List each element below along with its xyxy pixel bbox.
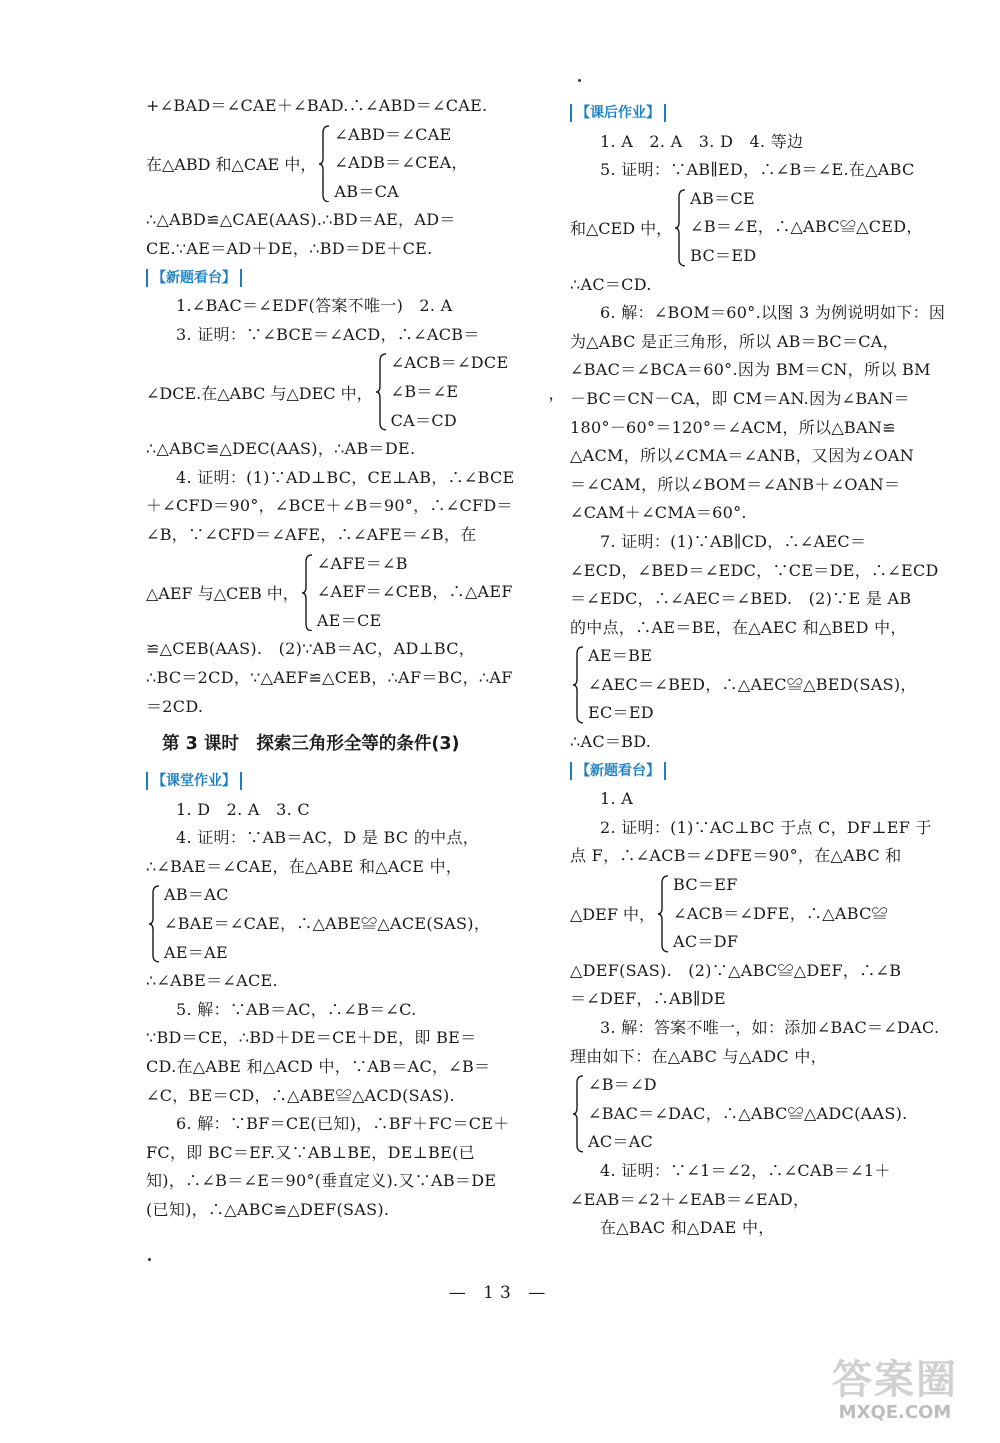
text-line: 1. A 2. A 3. D 4. 等边	[600, 131, 804, 151]
equation-system	[146, 349, 565, 435]
system-row: AE＝AE	[164, 942, 228, 962]
system-row: BC＝ED	[690, 245, 757, 265]
text-line: ∠CAM＋∠CMA＝60°.	[570, 503, 747, 523]
section-tag: 【课后作业】	[570, 104, 666, 122]
equation-system	[570, 871, 954, 957]
text-line: 点 F，∴∠ACB＝∠DFE＝90°，在△ABC 和	[570, 846, 902, 866]
text-line: 3. 证明：∵∠BCE＝∠ACD，∴∠ACB＝	[176, 324, 480, 344]
system-row: ∠B＝∠D	[588, 1075, 657, 1095]
text-line: ∠B，∵∠CFD＝∠AFE，∴∠AFE＝∠B，在	[146, 524, 477, 544]
system-row: AC＝DF	[673, 932, 739, 952]
text-line: 1.∠BAC＝∠EDF(答案不唯一) 2. A	[176, 296, 453, 316]
system-row: AE＝BE	[588, 646, 653, 666]
equation-system	[570, 642, 954, 728]
text-line: 180°－60°＝120°＝∠ACM，所以△BAN≌	[570, 417, 896, 437]
text-line: ∴AC＝BD.	[570, 732, 652, 752]
text-line: FC，即 BC＝EF.又∵AB⊥BE，DE⊥BE(已	[146, 1142, 475, 1162]
system-row: AB＝CA	[334, 181, 400, 201]
system-row: AC＝AC	[588, 1132, 654, 1152]
text-line: ∠C，BE＝CD，∴△ABE≌△ACD(SAS).	[146, 1085, 455, 1105]
system-row: ∠AEF＝∠CEB，∴△AEF	[316, 582, 513, 602]
text-line: (已知)，∴△ABC≌△DEF(SAS).	[146, 1200, 390, 1220]
text-line: 5. 证明：∵AB∥ED，∴∠B＝∠E.在△ABC	[600, 160, 915, 180]
system-lead: ∠DCE.在△ABC 与△DEC 中，	[146, 383, 373, 403]
text-line: ∴AC＝CD.	[570, 274, 652, 294]
text-line: 4. 证明：∵∠1＝∠2，∴∠CAB＝∠1＋	[600, 1161, 891, 1180]
text-line: －BC＝CN－CA，即 CM＝AN.因为∠BAN＝	[570, 388, 910, 408]
text-line: 4. 证明：(1)∵AD⊥BC，CE⊥AB，∴∠BCE	[176, 467, 515, 487]
right-column	[570, 99, 954, 1243]
left-brace-icon	[657, 875, 669, 953]
system-lead: 在△ABD 和△CAE 中，	[146, 154, 317, 174]
text-line: ∠EAB＝∠2＋∠EAB＝∠EAD，	[570, 1189, 810, 1209]
text-line: ＝2CD.	[146, 696, 204, 716]
text-line: ≌△CEB(AAS). (2)∵AB＝AC，AD⊥BC，	[146, 639, 476, 659]
text-line: 4. 证明：∵AB＝AC，D 是 BC 的中点，	[176, 828, 480, 848]
text-line: ＋∠CFD＝90°，∠BCE＋∠B＝90°，∴∠CFD＝	[146, 496, 513, 516]
text-line: 3. 解：答案不唯一，如：添加∠BAC＝∠DAC.	[600, 1018, 940, 1038]
system-row: ∠B＝∠E，∴△ABC≌△CED，	[690, 217, 923, 237]
system-row: AE＝CE	[316, 610, 382, 630]
system-lead: 和△CED 中，	[570, 219, 673, 239]
system-row: ∠ACB＝∠DCE	[390, 353, 509, 373]
text-line: ＝∠EDC，∴∠AEC＝∠BED. (2)∵E 是 AB	[570, 589, 912, 609]
system-row: ∠AFE＝∠B	[316, 553, 408, 573]
system-tail: ，	[548, 383, 565, 403]
page-number: — 13 —	[448, 1283, 552, 1303]
left-brace-icon	[301, 554, 313, 632]
text-line: 的中点，∴AE＝BE，在△AEC 和△BED 中，	[570, 617, 907, 637]
system-row: ∠ABD＝∠CAE	[334, 124, 452, 144]
text-line: 为△ABC 是正三角形，所以 AB＝BC＝CA，	[570, 331, 899, 351]
text-line: ＝∠DEF，∴AB∥DE	[570, 989, 726, 1009]
left-brace-icon	[375, 353, 387, 431]
equation-system	[570, 1071, 954, 1157]
text-line: 知)，∴∠B＝∠E＝90°(垂直定义).又∵AB＝DE	[146, 1171, 497, 1191]
system-lead: △DEF 中，	[570, 905, 656, 925]
print-dot	[578, 79, 581, 82]
system-row: ∠BAC＝∠DAC，∴△ABC≌△ADC(AAS).	[588, 1103, 908, 1123]
left-brace-icon	[572, 1075, 584, 1153]
left-brace-icon	[148, 885, 160, 963]
text-line: 1. D 2. A 3. C	[176, 799, 310, 819]
section-tag: 【新题看台】	[146, 269, 242, 287]
text-line: 6. 解：∵BF＝CE(已知)，∴BF＋FC＝CE＋	[176, 1114, 510, 1134]
text-line: △DEF(SAS). (2)∵△ABC≌△DEF，∴∠B	[570, 960, 902, 980]
text-line: ∴∠BAE＝∠CAE，在△ABE 和△ACE 中，	[146, 856, 463, 876]
system-row: ∠B＝∠E	[390, 381, 459, 401]
text-line: ＝∠CAM，所以∠BOM＝∠ANB＋∠OAN＝	[570, 474, 901, 494]
system-row: ∠ACB＝∠DFE，∴△ABC≌	[673, 903, 888, 923]
equation-system	[146, 550, 522, 636]
text-line: ∴BC＝2CD，∵△AEF≌△CEB，∴AF＝BC，∴AF	[146, 667, 513, 687]
text-line: CD.在△ABE 和△ACD 中，∵AB＝AC，∠B＝	[146, 1057, 491, 1077]
text-line: ∵BD＝CE，∴BD＋DE＝CE＋DE，即 BE＝	[146, 1028, 477, 1048]
section-tag: 【新题看台】	[570, 762, 666, 780]
text-line: 2. 证明：(1)∵AC⊥BC 于点 C，DF⊥EF 于	[600, 817, 932, 837]
system-row: AB＝CE	[690, 188, 755, 208]
text-line: 在△BAC 和△DAE 中，	[600, 1218, 775, 1238]
watermark-title: 答案圈	[832, 1357, 958, 1403]
left-brace-icon	[572, 646, 584, 724]
left-brace-icon	[318, 125, 330, 203]
system-row: ∠ADB＝∠CEA，	[334, 153, 468, 173]
text-line: ∴∠ABE＝∠ACE.	[146, 971, 278, 991]
text-line: △ACM，所以∠CMA＝∠ANB，又因为∠OAN	[570, 446, 915, 466]
text-line: 1. A	[600, 789, 634, 809]
system-row: CA＝CD	[390, 410, 458, 430]
text-line: 7. 证明：(1)∵AB∥CD，∴∠AEC＝	[600, 531, 867, 551]
text-line: ∠ECD，∠BED＝∠EDC，∵CE＝DE，∴∠ECD	[570, 560, 939, 580]
left-column	[146, 92, 565, 1225]
equation-system	[146, 881, 522, 967]
system-row: EC＝ED	[588, 703, 654, 723]
equation-system	[146, 121, 522, 207]
system-row: AB＝AC	[164, 885, 229, 905]
text-line: ∴△ABD≌△CAE(AAS).∴BD＝AE，AD＝	[146, 210, 456, 230]
watermark-url: MXQE.COM	[838, 1402, 952, 1423]
system-row: ∠BAE＝∠CAE，∴△ABE≌△ACE(SAS)，	[164, 914, 491, 934]
text-line: CE.∵AE＝AD＋DE，∴BD＝DE＋CE.	[146, 238, 433, 258]
system-lead: △AEF 与△CEB 中，	[146, 583, 299, 603]
section-tag: 【课堂作业】	[146, 772, 242, 790]
watermark-logo	[815, 1358, 975, 1430]
text-line: ∠BAC＝∠BCA＝60°.因为 BM＝CN，所以 BM	[570, 360, 931, 380]
print-dot	[148, 1258, 151, 1261]
text-line: 5. 解：∵AB＝AC，∴∠B＝∠C.	[176, 999, 417, 1019]
system-row: ∠AEC＝∠BED，∴△AEC≌△BED(SAS)，	[588, 674, 917, 694]
text-line: ∴△ABC≌△DEC(AAS)，∴AB＝DE.	[146, 439, 416, 459]
section-title: 第 3 课时 探索三角形全等的条件(3)	[162, 734, 460, 755]
text-line: 理由如下：在△ABC 与△ADC 中，	[570, 1046, 827, 1066]
text-line: +∠BAD＝∠CAE＋∠BAD.∴∠ABD＝∠CAE.	[146, 96, 488, 115]
system-row: BC＝EF	[673, 875, 738, 895]
equation-system	[570, 185, 954, 271]
text-line: 6. 解：∠BOM＝60°.以图 3 为例说明如下：因	[600, 303, 946, 323]
left-brace-icon	[674, 189, 686, 267]
